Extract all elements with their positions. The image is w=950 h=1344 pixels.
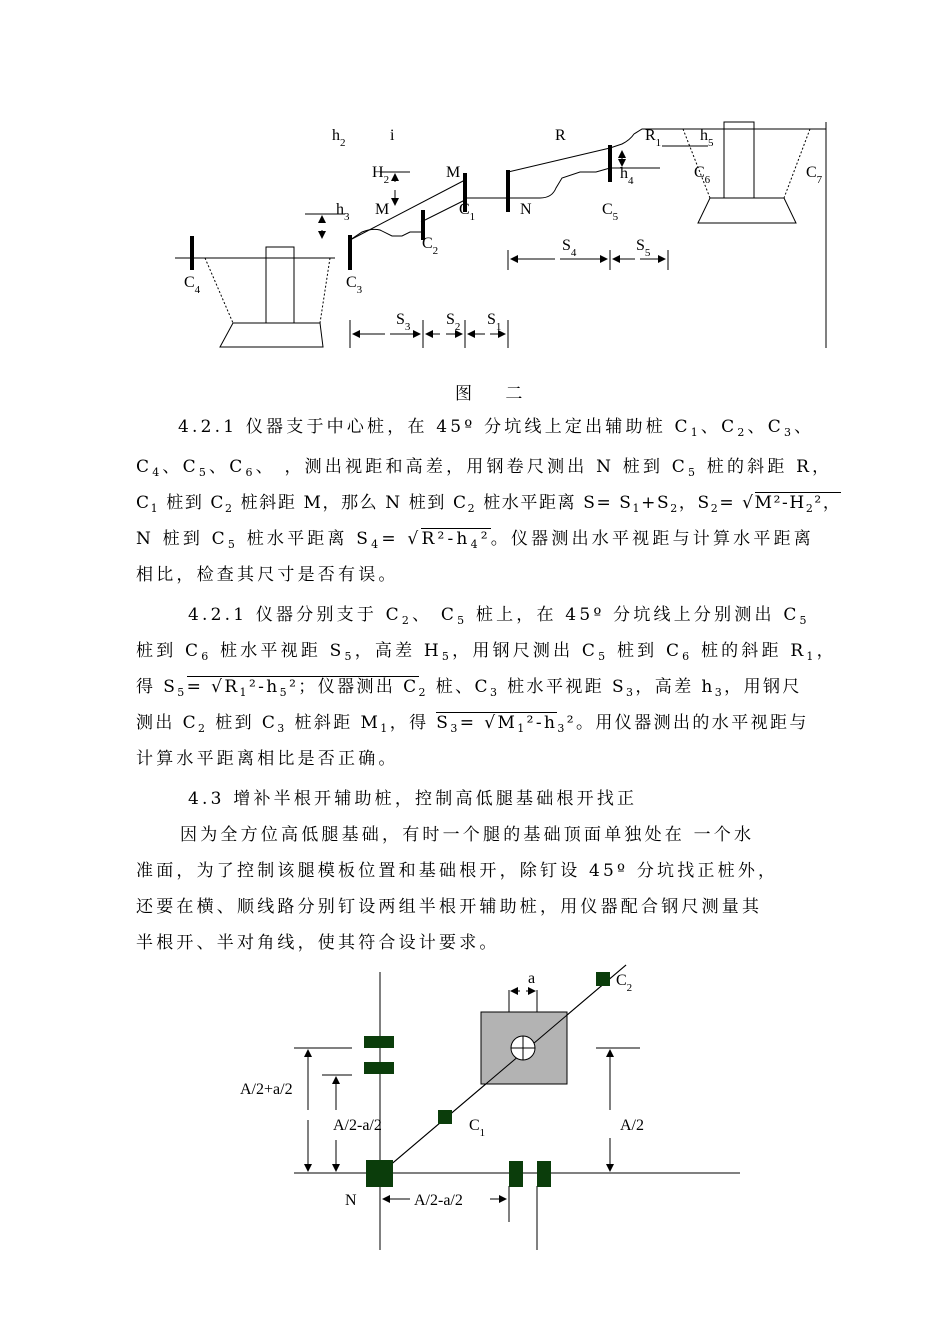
p2-line2: 桩到 $C_6$ 桩水平视距 $S_5$，高差 $H_5$，用钢尺测出 $C_5$ 桩到 $C_6$ 桩的斜距 $R_1$， [136,641,837,663]
label-R1: R [645,127,656,144]
svg-text:h2: $h_2$ [332,127,346,149]
right-footing-column [724,122,754,198]
svg-text:h3: $h_3$ [336,201,350,223]
label-A2: A/2 [620,1117,644,1134]
svg-text:C1: $C_1$ [459,201,476,223]
svg-text:C3: $C_3$ [346,274,363,296]
svg-text:S1: $S_1$ [487,311,502,333]
label-R: R [555,127,566,144]
center-circle [511,1036,535,1060]
label-i: i [390,127,395,144]
svg-text:R1: $R_1$ [645,127,662,149]
foundation-block [481,1012,567,1084]
label-fig2-C1: C [469,1117,480,1134]
p1-line2: $C_4$、$C_5$、$C_6$、 ，测出视距和高差，用钢卷尺测出 N 桩到 $C_5$ 桩的斜距 R， [136,457,833,479]
label-C4: C [184,274,195,291]
right-footing-base [698,198,796,223]
p3-line4: 半根开、半对角线，使其符合设计要求。 [136,933,500,953]
svg-text:C2: $C_2$ [616,972,633,994]
svg-text:C5: $C_5$ [602,201,619,223]
svg-text:C6: $C_6$ [694,164,711,186]
label-h3: h [336,201,344,218]
section-heading: 4.3 增补半根开辅助桩，控制高低腿基础根开找正 [188,789,638,809]
stake-c2 [596,972,610,986]
label-S5: S [636,237,645,254]
stake-bottom-1 [509,1161,523,1187]
p1-line4: N 桩到 $C_5$ 桩水平距离 $S_4= √R^2-h_4^2$。仪器测出水平视距与计算水平距离 [136,529,814,551]
svg-text:S2: $S_2$ [446,311,461,333]
svg-text:C1: $C_1$ [469,1117,486,1139]
label-M-top: M [446,164,461,181]
label-h5: h [700,127,708,144]
p1-line5: 相比，检查其尺寸是否有误。 [136,565,399,585]
stake-bottom-2 [537,1161,551,1187]
label-C7: C [806,164,817,181]
stake-c1 [438,1110,452,1124]
label-C2: C [422,235,433,252]
label-C5: C [602,201,613,218]
stake-n [366,1160,393,1187]
label-H2: H [372,164,384,181]
label-C6: C [694,164,705,181]
label-S4: S [562,237,571,254]
svg-text:S5: $S_5$ [636,237,651,259]
svg-text:C7: $C_7$ [806,164,823,186]
p3-line1: 因为全方位高低腿基础，有时一个腿的基础顶面单独处在 一个水 [180,825,755,845]
label-C1: C [459,201,470,218]
label-a: a [528,970,536,987]
svg-text:S4: $S_4$ [562,237,577,259]
stake-left-2 [364,1062,394,1074]
label-N: N [520,201,532,218]
label-C3: C [346,274,357,291]
figure-caption: 图 二 [455,384,537,404]
label-S1: S [487,311,496,328]
label-fig2-C2: C [616,972,627,989]
p2-line5: 计算水平距离相比是否正确。 [136,749,399,769]
svg-text:h5: $h_5$ [700,127,714,149]
svg-text:C2: $C_2$ [422,235,439,257]
stake-left-1 [364,1036,394,1048]
label-bottom-A2-minus-a2: A/2-a/2 [414,1192,463,1209]
label-A2-plus-a2: A/2+a/2 [240,1081,293,1098]
svg-text:H2: $H_2$ [372,164,390,186]
p1-line1: 4.2.1 仪器支于中心桩，在 45º 分坑线上定出辅助桩 $C_1$、$C_2$、$C_3$、 [178,417,815,439]
p3-line3: 还要在横、顺线路分别钉设两组半根开辅助桩，用仪器配合钢尺测量其 [136,897,763,917]
label-M-mid: M [375,201,390,218]
p2-line3: 得 $S_5= √R_1^2-h_5^2$；仪器测出 $C_2$ 桩、$C_3$ 桩水平视距 $S_3$，高差 $h_3$，用钢尺 [136,677,802,699]
svg-text:C4: $C_4$ [184,274,201,296]
p2-line4: 测出 $C_2$ 桩到 $C_3$ 桩斜距 $M_1$，得 $S_3= √M_1^2-h_3^2$。用仪器测出的水平视距与 [136,713,809,735]
label-S3: S [396,311,405,328]
p3-line2: 准面，为了控制该腿模板位置和基础根开，除钉设 45º 分坑找正桩外， [136,861,779,881]
svg-text:S3: $S_3$ [396,311,411,333]
p1-line3: $C_1$ 桩到 $C_2$ 桩斜距 M，那么 N 桩到 $C_2$ 桩水平距离 $S= S_1+S_2$，$S_2= √M^2-H_2^2$， [136,493,842,515]
label-fig2-N: N [345,1192,357,1209]
figure-1-diagram [0,0,950,370]
label-h2: h [332,127,340,144]
label-S2: S [446,311,455,328]
svg-text:h4: $h_4$ [620,165,634,187]
left-footing-base [220,323,323,347]
label-A2-minus-a2: A/2-a/2 [333,1117,382,1134]
label-h4: h [620,165,628,182]
p2-line1: 4.2.1 仪器分别支于 $C_2$、 $C_5$ 桩上，在 45º 分坑线上分别测出 $C_5$ [188,605,810,627]
